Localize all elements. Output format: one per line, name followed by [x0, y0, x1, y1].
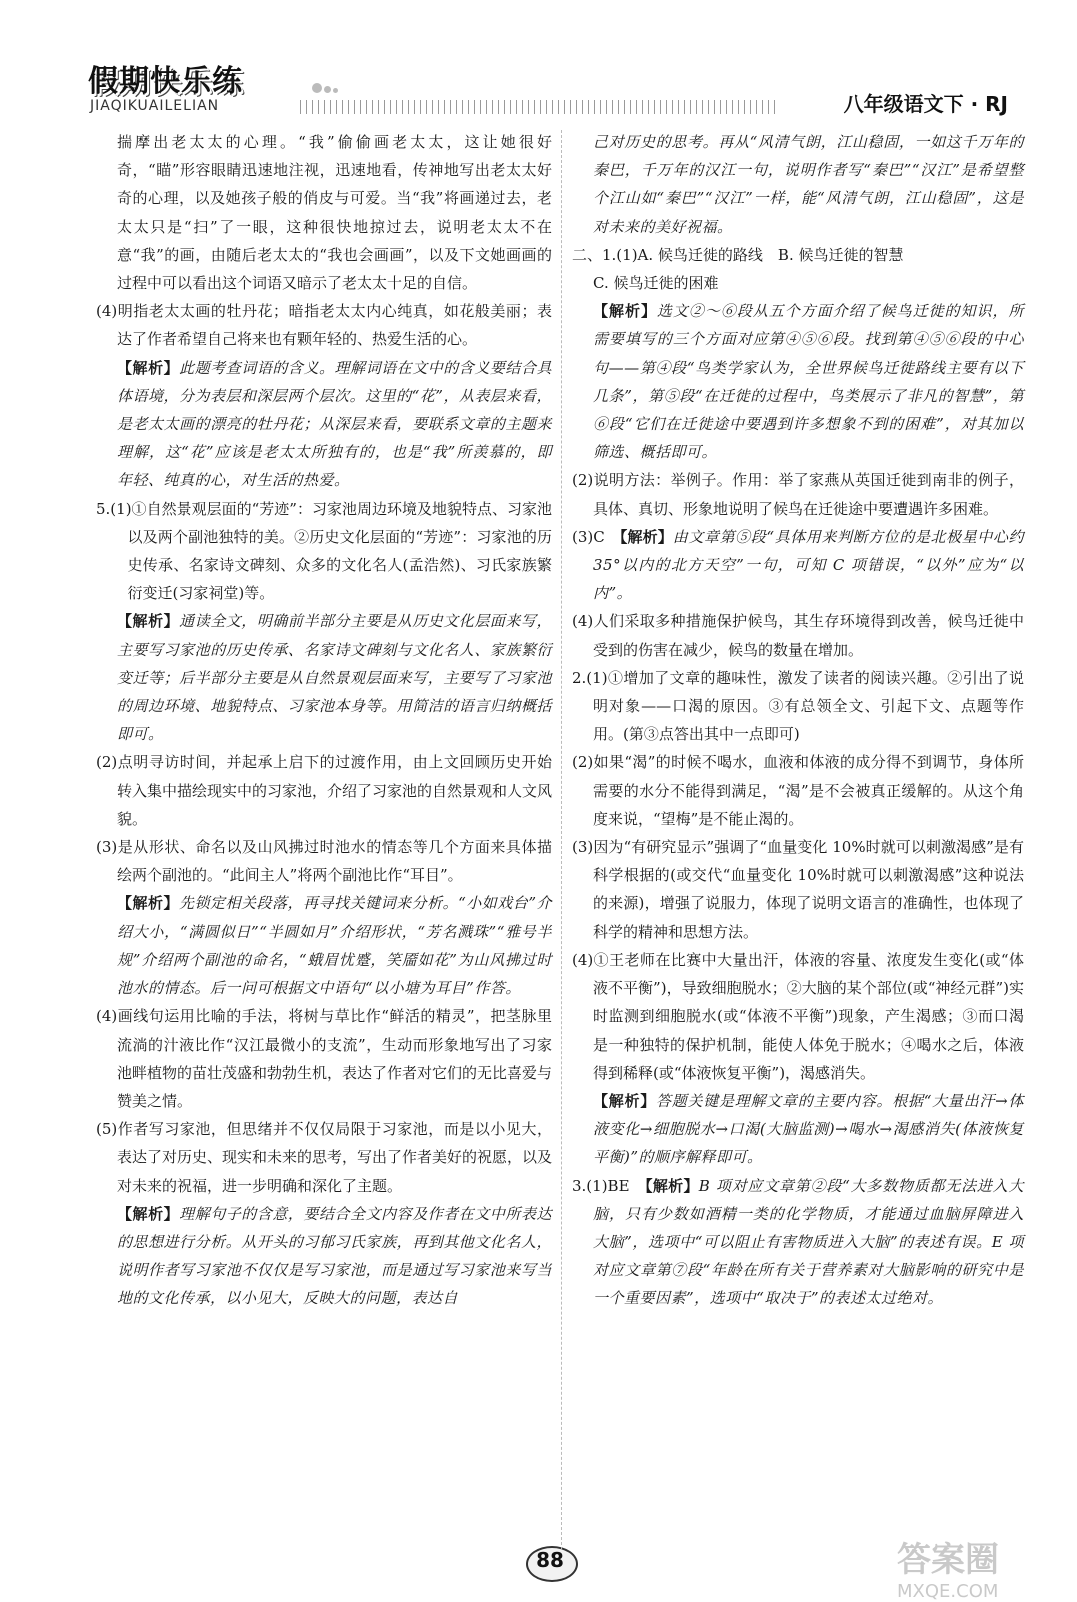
ruler-decoration [300, 100, 780, 114]
answer-paragraph: 揣摩出老太太的心理。“我”偷偷画老太太，这让她很好奇，“瞄”形容眼睛迅速地注视，迅速地看，传神地写出老太太好奇的心理，以及她孩子般的俏皮与可爱。当“我”将画递过去，老太太只是“扫”了一眼，这种很快地掠过去，说明老太太不在意“我”的画，由随后老太太的“我也会画画”，以及下文她画画的过程中可以看出这个词语又暗示了老太太十足的自信。 [117, 133, 552, 293]
analysis-q5-1 [96, 607, 552, 748]
analysis-text: B 项对应文章第②段“大多数物质都无法进入大脑，只有少数如酒精一类的化学物质，才能通过血脑屏障进入大脑”，选项中“可以阻止有害物质进入大脑”的表述有误。E 项对应文章第⑦段“年龄在所有关于营养素对大脑影响的研究中是一个重要因素”，选项中“取决于”的表述太过绝对。 [593, 1176, 1024, 1308]
column-divider [561, 130, 562, 1550]
answer-s2-3-1 [572, 1172, 1024, 1313]
answer-choice: (3)C [572, 527, 620, 546]
right-column [572, 128, 1024, 1313]
answer-q5-3: (3)是从形状、命名以及山风拂过时池水的情态等几个方面来具体描绘两个副池的。“此间主人”将两个副池比作“耳目”。 [96, 838, 552, 885]
analysis-q5-3 [96, 889, 552, 1002]
analysis-text: 选文②～⑥段从五个方面介绍了候鸟迁徙的知识，所需要填写的三个方面对应第④⑤⑥段。找到第④⑤⑥段的中心句——第④段“鸟类学家认为，全世界候鸟迁徙路线主要有以下几条”，第⑤段“在迁徙的过程中，鸟类展示了非凡的智慧”，第⑥段“它们在迁徙途中要遇到许多想象不到的困难”，对其加以筛选、概括即可。 [593, 302, 1024, 462]
watermark-text: 答案圈 [897, 1540, 999, 1580]
answer-s2-q2: (2)说明方法：举例子。作用：举了家燕从英国迁徙到南非的例子，具体、真切、形象地说明了候鸟在迁徙途中要遭遇许多困难。 [572, 471, 1024, 518]
analysis-tag: 【解析】 [593, 302, 657, 321]
left-column [96, 128, 552, 1313]
page-header [88, 56, 1008, 126]
brand-subtitle: JIAQIKUAILELIAN [90, 98, 220, 114]
analysis-text: 答题关键是理解文章的主要内容。根据“大量出汗→体液变化→细胞脱水→口渴(大脑监测)→喝水→渴感消失(体液恢复平衡)”的顺序解释即可。 [593, 1091, 1024, 1167]
analysis-text: 由文章第⑤段“具体用来判断方位的是北极星中心约 35°以内的北方天空”一句，可知 C 项错误，“以外”应为“以内”。 [593, 527, 1024, 603]
page-number: 88 [520, 1548, 580, 1578]
answer-choice: 3.(1)BE [572, 1176, 646, 1195]
answer-s2-2-2: (2)如果“渴”的时候不喝水，血液和体液的成分得不到调节，身体所需要的水分不能得到满足，“渴”是不会被真正缓解的。从这个角度来说，“望梅”是不能止渴的。 [572, 753, 1024, 828]
analysis-text: 理解句子的含意，要结合全文内容及作者在文中所表达的思想进行分析。从开头的习郁习氏家族，再到其他文化名人，说明作者写习家池不仅仅是写习家池，而是通过写习家池来写当地的文化传承，以小见大，反映大的问题，表达自 [117, 1204, 552, 1308]
answer-s2-q4: (4)人们采取多种措施保护候鸟，其生存环境得到改善，候鸟迁徙中受到的伤害在减少，候鸟的数量在增加。 [572, 612, 1024, 659]
answer-q5-4: (4)画线句运用比喻的手法，将树与草比作“鲜活的精灵”，把茎脉里流淌的汁液比作“汉江最微小的支流”，生动而形象地写出了习家池畔植物的苗壮茂盛和勃勃生机，表达了作者对它们的无比喜爱与赞美之情。 [96, 1007, 553, 1110]
analysis-tag: 【解析】 [117, 1204, 180, 1223]
analysis-tag: 【解析】 [645, 1176, 699, 1195]
analysis-text: 通读全文，明确前半部分主要是从历史文化层面来写，主要写习家池的历史传承、名家诗文碑刻与文化名人、家族繁衍变迁等；后半部分主要是从自然景观层面来写，主要写了习家池的周边环境、地貌特点、习家池本身等。用简洁的语言归纳概括即可。 [117, 612, 552, 744]
analysis-tag: 【解析】 [117, 894, 180, 913]
answer-q4: (4)明指老太太画的牡丹花；暗指老太太内心纯真，如花般美丽；表达了作者希望自己将来也有颗年轻的、热爱生活的心。 [96, 302, 552, 349]
answer-s2-q1: 二、1.(1)A. 候鸟迁徙的路线 B. 候鸟迁徙的智慧 [572, 245, 904, 264]
analysis-continuation: 己对历史的思考。再从“风清气朗，江山稳固，一如这千万年的秦巴，千万年的汉江一句，说明作者写“秦巴”“汉江”是希望整个江山如“秦巴”“汉江”一样，能“风清气朗，江山稳固”，这是对未来的美好祝福。 [593, 133, 1024, 236]
answer-s2-2-1: 2.(1)①增加了文章的趣味性，激发了读者的阅读兴趣。②引出了说明对象——口渴的原因。③有总领全文、引起下文、点题等作用。(第③点答出其中一点即可) [572, 668, 1024, 744]
answer-q5-1: 5.(1)①自然景观层面的“芳迹”：习家池周边环境及地貌特点、习家池以及两个副池独特的美。②历史文化层面的“芳迹”：习家池的历史传承、名家诗文碑刻、众多的文化名人(孟浩然)、习氏家族繁衍变迁(习家祠堂)等。 [96, 499, 552, 603]
answer-q5-5: (5)作者写习家池，但思绪并不仅仅局限于习家池，而是以小见大，表达了对历史、现实和未来的思考，写出了作者美好的祝愿，以及对未来的祝福，进一步明确和深化了主题。 [96, 1120, 553, 1195]
brand-title: 假期快乐练 [88, 64, 243, 99]
analysis-tag: 【解析】 [593, 1091, 656, 1110]
analysis-s2-2-4 [572, 1087, 1024, 1172]
analysis-tag: 【解析】 [619, 527, 673, 546]
brand-dots-decoration [312, 78, 340, 97]
grade-label: 八年级语文下 · RJ [843, 92, 1008, 116]
answer-s2-q3 [572, 523, 1024, 608]
analysis-tag: 【解析】 [117, 358, 180, 377]
answer-s2-2-3: (3)因为“有研究显示”强调了“血量变化 10%时就可以刺激渴感”是有科学根据的(或交代“血量变化 10%时就可以刺激渴感”这种说法的来源)，增强了说服力，体现了说明文语言的准确性，也体现了科学的精神和思想方法。 [572, 838, 1024, 941]
analysis-text: 此题考查词语的含义。理解词语在文中的含义要结合具体语境，分为表层和深层两个层次。这里的“花”，从表层来看，是老太太画的漂亮的牡丹花；从深层来看，要联系文章的主题来理解，这“花”应该是老太太所独有的，也是“我”所羡慕的，即年轻、纯真的心，对生活的热爱。 [117, 358, 552, 490]
analysis-s2-q1 [572, 297, 1024, 466]
analysis-text: 先锁定相关段落，再寻找关键词来分析。“小如戏台”介绍大小，“满圆似日”“半圆如月”介绍形状，“芳名溅珠”“雅号半规”介绍两个副池的命名，“蛾眉忧蹙，笑靥如花”为山风拂过时池水的情态。后一问可根据文中语句“以小塘为耳目”作答。 [117, 894, 552, 998]
watermark-url: MXQE.COM [897, 1581, 999, 1602]
analysis-q4 [96, 354, 552, 495]
watermark-logo [897, 1532, 1067, 1602]
answer-q5-2: (2)点明寻访时间，并起承上启下的过渡作用，由上文回顾历史开始转入集中描绘现实中的习家池，介绍了习家池的自然景观和人文风貌。 [96, 753, 553, 828]
answer-s2-2-4: (4)①王老师在比赛中大量出汗，体液的容量、浓度发生变化(或“体液不平衡”)，导致细胞脱水；②大脑的某个部位(或“神经元群”)实时监测到细胞脱水(或“体液不平衡”)现象，产生渴感；③而口渴是一种独特的保护机制，能使人体免于脱水；④喝水之后，体液得到稀释(或“体液恢复平衡”)，渴感消失。 [572, 950, 1024, 1082]
analysis-q5-5 [96, 1200, 552, 1313]
analysis-tag: 【解析】 [117, 612, 180, 631]
answer-s2-q1-c: C. 候鸟迁徙的困难 [593, 274, 719, 293]
